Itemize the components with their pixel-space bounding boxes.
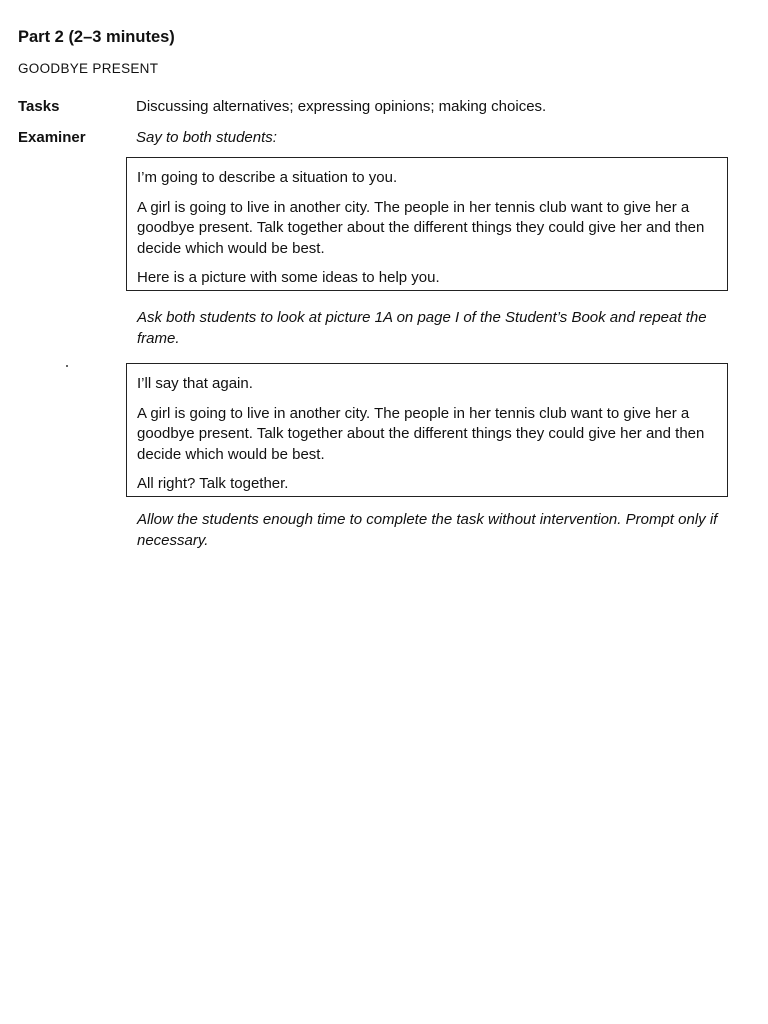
stray-dot (66, 365, 68, 367)
frame-box-2 (126, 363, 728, 497)
examiner-text: Say to both students: (136, 129, 277, 146)
frame-1-line-1: I’m going to describe a situation to you. (137, 169, 398, 186)
frame-1-line-2: A girl is going to live in another city. The people in her tennis club want to give her a goodbye present. Talk together about the different things they could give her and then decide which would be best. (137, 198, 705, 257)
instruction-2: Allow the students enough time to complete the task without intervention. Prompt only if necessary. (137, 511, 718, 549)
page-heading: Part 2 (2–3 minutes) (18, 28, 175, 46)
examiner-label: Examiner (18, 129, 86, 146)
frame-2-line-1: I’ll say that again. (137, 375, 253, 392)
frame-1-line-3: Here is a picture with some ideas to help you. (137, 269, 440, 286)
tasks-label: Tasks (18, 98, 60, 115)
frame-2-line-2: A girl is going to live in another city. The people in her tennis club want to give her a goodbye present. Talk together about the different things they could give her and then decide which would be best. (137, 404, 705, 463)
frame-box-1 (126, 157, 728, 291)
section-subtitle: GOODBYE PRESENT (18, 61, 159, 76)
frame-2-line-3: All right? Talk together. (137, 475, 289, 492)
tasks-text: Discussing alternatives; expressing opinions; making choices. (136, 98, 547, 115)
instruction-1: Ask both students to look at picture 1A on page I of the Student’s Book and repeat the frame. (137, 309, 707, 347)
